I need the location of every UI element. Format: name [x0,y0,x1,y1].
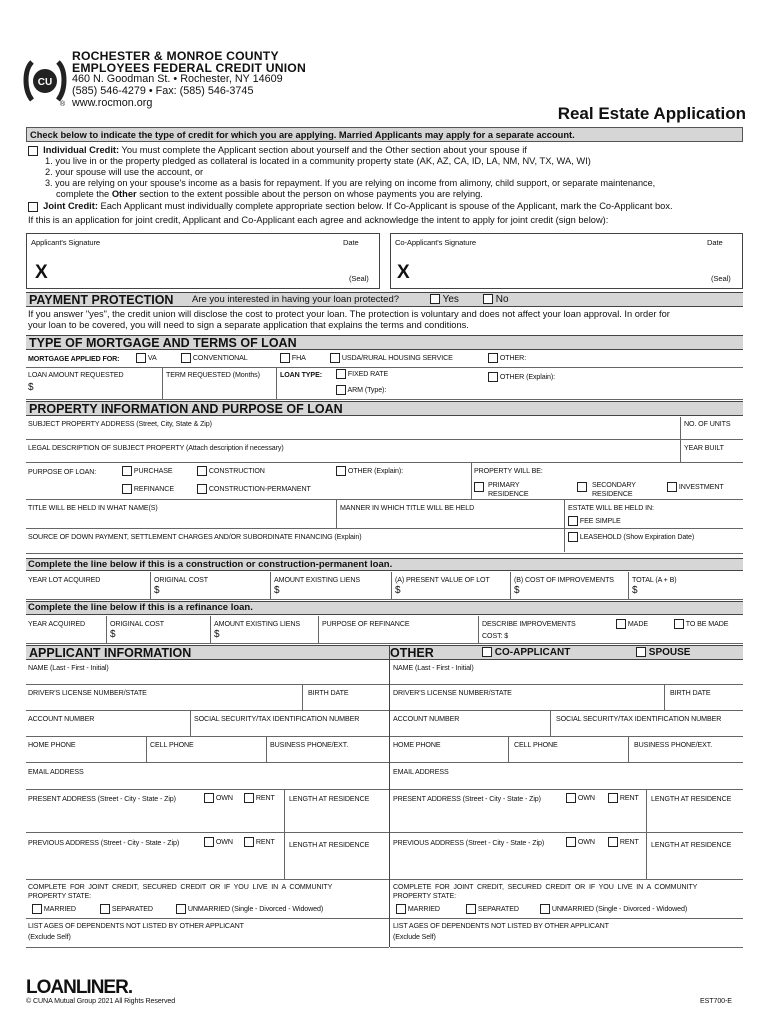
protection-no-label: No [495,294,509,305]
other-purpose-checkbox[interactable] [336,466,346,476]
purchase-label: PURCHASE [133,466,173,475]
org-name-line1: ROCHESTER & MONROE COUNTY [72,49,279,63]
protection-text-1: If you answer "yes", the credit union will disclose the cost to protect your loan. The protection is voluntary and does not affect your loan approval. In order for [28,309,670,319]
other-account-row[interactable] [390,711,743,737]
legal-description-label: LEGAL DESCRIPTION OF SUBJECT PROPERTY (Attach description if necessary) [28,444,284,452]
applicant-license-row[interactable] [26,685,389,711]
fixed-rate-label: FIXED RATE [347,369,389,378]
other-mortgage-checkbox[interactable] [488,353,498,363]
construction-existing-liens-dollar: $ [274,585,280,596]
spouse-label: SPOUSE [648,647,691,658]
other-name-field[interactable] [390,661,743,685]
fha-checkbox[interactable] [280,353,290,363]
applicant-previous-address-row[interactable] [26,833,389,880]
coapplicant-date-label: Date [707,238,723,247]
other-exclude-self: (Exclude Self) [393,933,436,941]
other-joint-text-1: COMPLETE FOR JOINT CREDIT, SECURED CREDIT OR IF YOU LIVE IN A COMMUNITY [393,883,698,891]
usda-checkbox[interactable] [330,353,340,363]
applicant-previous-rent-checkbox[interactable] [244,837,254,847]
secondary-residence-label: RESIDENCE [592,490,633,498]
applicant-name-field[interactable] [26,661,389,685]
units-label: NO. OF UNITS [684,420,731,428]
construction-line-heading: Complete the line below if this is a construction or construction-permanent loan. [26,558,743,571]
other-dependents-field[interactable] [390,919,743,948]
purpose-refinance-label: PURPOSE OF REFINANCE [322,620,410,628]
source-row[interactable] [26,529,743,554]
applicant-present-length-label: LENGTH AT RESIDENCE [289,795,370,803]
protection-text-2: your loan to be covered, you will need to sign a separate application that explains the terms and conditions. [28,320,469,330]
improvements-cost-label: COST: $ [482,632,509,640]
refinance-label: REFINANCE [133,484,174,493]
applicant-birth-label: BIRTH DATE [308,689,349,697]
copyright-text: © CUNA Mutual Group 2021 All Rights Reserved [26,997,176,1005]
other-dependents-label: LIST AGES OF DEPENDENTS NOT LISTED BY OTHER APPLICANT [393,922,609,930]
applicant-separated-label: SEPARATED [111,904,153,913]
term-requested-label: TERM REQUESTED (Months) [166,371,260,379]
condition-item-2: 2. your spouse will use the account, or [45,167,204,177]
other-cell-phone-label: CELL PHONE [514,741,558,749]
present-value-lot-dollar: $ [395,585,401,596]
coapplicant-x-mark: X [397,262,410,283]
individual-credit-checkbox[interactable] [28,146,38,156]
other-present-address-label: PRESENT ADDRESS (Street - City - State - Zip) [393,795,541,803]
applicant-license-label: DRIVER'S LICENSE NUMBER/STATE [28,689,147,697]
applicant-unmarried-checkbox[interactable] [176,904,186,914]
secondary-residence-checkbox[interactable] [577,482,587,492]
applicant-present-own-label: OWN [215,793,233,802]
applicant-dependents-field[interactable] [26,919,389,948]
total-dollar: $ [632,585,638,596]
applicant-present-rent-checkbox[interactable] [244,793,254,803]
property-address-label: SUBJECT PROPERTY ADDRESS (Street, City, State & Zip) [28,420,212,428]
applicant-present-address-row[interactable] [26,790,389,833]
other-previous-rent-checkbox[interactable] [608,837,618,847]
arm-label: ARM (Type): [347,385,387,394]
other-business-phone-label: BUSINESS PHONE/EXT. [634,741,713,749]
applicant-bar [26,645,743,660]
refinance-existing-liens-label: AMOUNT EXISTING LIENS [214,620,301,628]
other-license-row[interactable] [390,685,743,711]
other-joint-text-2: PROPERTY STATE: [393,892,457,900]
leasehold-label: LEASEHOLD (Show Expiration Date) [579,532,695,541]
total-label: TOTAL (A + B) [632,576,677,584]
condition-item-1: 1. you live in or the property pledged as collateral is located in a community property state (AK, AZ, CA, ID, LA, NM, NV, TX, WA, WI) [45,156,591,166]
refinance-line-heading: Complete the line below if this is a refinance loan. [26,601,743,615]
construction-existing-liens-label: AMOUNT EXISTING LIENS [274,576,361,584]
other-home-phone-label: HOME PHONE [393,741,441,749]
other-previous-own-checkbox[interactable] [566,837,576,847]
co-applicant-checkbox[interactable] [482,647,492,657]
applicant-previous-length-label: LENGTH AT RESIDENCE [289,841,370,849]
other-loan-type-label: OTHER (Explain): [499,372,556,381]
protection-question: Are you interested in having your loan protected? [192,294,400,305]
co-applicant-label: CO-APPLICANT [494,647,571,658]
other-birth-label: BIRTH DATE [670,689,711,697]
coapplicant-seal: (Seal) [711,274,731,283]
describe-improvements-label: DESCRIBE IMPROVEMENTS [482,620,576,628]
other-unmarried-checkbox[interactable] [540,904,550,914]
construction-original-cost-label: ORIGINAL COST [154,576,209,584]
applicant-signature-label: Applicant's Signature [31,238,101,247]
primary-residence-checkbox[interactable] [474,482,484,492]
joint-credit-label: Joint Credit: [43,201,98,211]
loanliner-logo: LOANLINER. [26,977,133,998]
other-email-label: EMAIL ADDRESS [393,768,449,776]
other-account-label: ACCOUNT NUMBER [393,715,460,723]
other-ssn-label: SOCIAL SECURITY/TAX IDENTIFICATION NUMBER [556,715,722,723]
construction-original-cost-dollar: $ [154,585,160,596]
improvements-to-be-made-checkbox[interactable] [674,619,684,629]
document-title: Real Estate Application [557,104,746,123]
arm-checkbox[interactable] [336,385,346,395]
applicant-previous-rent-label: RENT [255,837,275,846]
other-previous-length-label: LENGTH AT RESIDENCE [651,841,732,849]
purchase-checkbox[interactable] [122,466,132,476]
applicant-date-label: Date [343,238,359,247]
cost-improvements-label: (B) COST OF IMPROVEMENTS [514,576,614,584]
loan-amount-label: LOAN AMOUNT REQUESTED [28,371,124,379]
title-names-label: TITLE WILL BE HELD IN WHAT NAME(S) [28,504,158,512]
purpose-row [26,463,743,500]
investment-checkbox[interactable] [667,482,677,492]
applicant-previous-address-label: PREVIOUS ADDRESS (Street - City - State - Zip) [28,839,180,847]
coapplicant-signature-label: Co-Applicant's Signature [395,238,476,247]
applicant-previous-own-checkbox[interactable] [204,837,214,847]
applicant-account-label: ACCOUNT NUMBER [28,715,95,723]
loan-terms-row [26,368,743,400]
applicant-heading: APPLICANT INFORMATION [29,646,192,660]
applicant-email-field[interactable] [26,763,389,790]
usda-label: USDA/RURAL HOUSING SERVICE [341,353,453,362]
construction-permanent-checkbox[interactable] [197,484,207,494]
property-address-row[interactable] [26,417,743,440]
applicant-ssn-label: SOCIAL SECURITY/TAX IDENTIFICATION NUMBER [194,715,360,723]
mortgage-applied-for-label: MORTGAGE APPLIED FOR: [28,355,120,363]
other-present-address-row[interactable] [390,790,743,833]
applicant-account-row[interactable] [26,711,389,737]
improvements-made-checkbox[interactable] [616,619,626,629]
coapplicant-signature-box[interactable] [390,233,743,289]
construction-row[interactable] [26,572,743,600]
construction-permanent-label: CONSTRUCTION-PERMANENT [208,484,311,493]
other-present-own-checkbox[interactable] [566,793,576,803]
conventional-label: CONVENTIONAL [192,353,248,362]
applicant-exclude-self: (Exclude Self) [28,933,71,941]
applicant-marital-row [26,880,389,919]
improvements-to-be-made-label: TO BE MADE [685,619,729,628]
applicant-seal: (Seal) [349,274,369,283]
applicant-married-checkbox[interactable] [32,904,42,914]
credit-type-heading: Check below to indicate the type of credit for which you are applying. Married Applicants may apply for a separate account. [26,127,743,142]
estate-label: ESTATE WILL BE HELD IN: [568,504,654,512]
individual-credit-text: You must complete the Applicant section about yourself and the Other section about your spouse if [121,145,527,155]
applicant-present-own-checkbox[interactable] [204,793,214,803]
applicant-present-rent-label: RENT [255,793,275,802]
other-unmarried-label: UNMARRIED (Single - Divorced - Widowed) [551,904,688,913]
refinance-row[interactable] [26,616,743,644]
applicant-name-label: NAME (Last - First - Initial) [28,664,109,672]
mortgage-heading: TYPE OF MORTGAGE AND TERMS OF LOAN [26,335,743,350]
other-license-label: DRIVER'S LICENSE NUMBER/STATE [393,689,512,697]
other-previous-rent-label: RENT [619,837,639,846]
primary-label: PRIMARY [488,481,520,489]
applicant-home-phone-label: HOME PHONE [28,741,76,749]
other-present-rent-checkbox[interactable] [608,793,618,803]
year-acquired-label: YEAR ACQUIRED [28,620,86,628]
applicant-unmarried-label: UNMARRIED (Single - Divorced - Widowed) [187,904,324,913]
other-present-length-label: LENGTH AT RESIDENCE [651,795,732,803]
year-built-label: YEAR BUILT [684,444,724,452]
protection-yes-checkbox[interactable] [430,294,440,304]
fixed-rate-checkbox[interactable] [336,369,346,379]
org-name-line2: EMPLOYEES FEDERAL CREDIT UNION [72,61,306,75]
cost-improvements-dollar: $ [514,585,520,596]
other-purpose-label: OTHER (Explain): [347,466,404,475]
joint-credit-checkbox[interactable] [28,202,38,212]
other-heading: OTHER [390,646,434,660]
applicant-separated-checkbox[interactable] [100,904,110,914]
applicant-x-mark: X [35,262,48,283]
purpose-label: PURPOSE OF LOAN: [28,468,97,476]
present-value-lot-label: (A) PRESENT VALUE OF LOT [395,576,490,584]
construction-label: CONSTRUCTION [208,466,265,475]
applicant-present-address-label: PRESENT ADDRESS (Street - City - State - Zip) [28,795,176,803]
applicant-business-phone-label: BUSINESS PHONE/EXT. [270,741,349,749]
conventional-checkbox[interactable] [181,353,191,363]
protection-yes-label: Yes [442,294,459,305]
protection-no-checkbox[interactable] [483,294,493,304]
other-married-checkbox[interactable] [396,904,406,914]
other-previous-address-label: PREVIOUS ADDRESS (Street - City - State - Zip) [393,839,545,847]
org-website: www.rocmon.org [72,97,153,109]
va-checkbox[interactable] [136,353,146,363]
secondary-label: SECONDARY [592,481,636,489]
condition-item-3b-bold: Other [111,189,137,199]
property-will-be-label: PROPERTY WILL BE: [474,467,543,475]
condition-item-3b-post: section to the extent possible about the person on whose payments you are relying. [136,189,483,199]
applicant-phone-row[interactable] [26,737,389,763]
other-present-own-label: OWN [577,793,595,802]
mortgage-applied-row [26,351,743,368]
joint-credit-text: Each Applicant must individually complete appropriate section below. If Co-Applicant is spouse of the Applicant, mark the Co-Applicant box. [100,201,673,211]
refinance-original-cost-dollar: $ [110,629,116,640]
property-heading: PROPERTY INFORMATION AND PURPOSE OF LOAN [26,401,743,416]
refinance-existing-liens-dollar: $ [214,629,220,640]
primary-residence-label: RESIDENCE [488,490,529,498]
leasehold-checkbox[interactable] [568,532,578,542]
fee-simple-checkbox[interactable] [568,516,578,526]
va-label: VA [147,353,157,362]
spouse-checkbox[interactable] [636,647,646,657]
other-separated-label: SEPARATED [477,904,519,913]
other-separated-checkbox[interactable] [466,904,476,914]
applicant-signature-box[interactable] [26,233,380,289]
other-email-field[interactable] [390,763,743,790]
condition-item-3: 3. you are relying on your spouse's income as a basis for repayment. If you are relying on income from alimony, child support, or separate maintenance, [45,178,656,188]
org-phone: (585) 546-4279 • Fax: (585) 546-3745 [72,85,254,97]
applicant-dependents-label: LIST AGES OF DEPENDENTS NOT LISTED BY OTHER APPLICANT [28,922,244,930]
other-previous-own-label: OWN [577,837,595,846]
other-marital-row [390,880,743,919]
loan-amount-dollar: $ [28,382,34,393]
other-phone-row[interactable] [390,737,743,763]
applicant-email-label: EMAIL ADDRESS [28,768,84,776]
applicant-previous-own-label: OWN [215,837,233,846]
other-married-label: MARRIED [407,904,440,913]
condition-item-3b-pre: complete the [56,189,112,199]
other-loan-type-checkbox[interactable] [488,372,498,382]
payment-protection-bar [26,292,743,307]
logo-text: CU [37,77,53,88]
individual-credit-label: Individual Credit: [43,145,120,155]
payment-protection-heading: PAYMENT PROTECTION [29,293,174,307]
applicant-married-label: MARRIED [43,904,76,913]
applicant-joint-text-2: PROPERTY STATE: [28,892,92,900]
refinance-original-cost-label: ORIGINAL COST [110,620,165,628]
manner-title-label: MANNER IN WHICH TITLE WILL BE HELD [340,504,475,512]
fee-simple-label: FEE SIMPLE [579,516,621,525]
org-address: 460 N. Goodman St. • Rochester, NY 14609 [72,73,283,85]
fha-label: FHA [291,353,306,362]
applicant-joint-text-1: COMPLETE FOR JOINT CREDIT, SECURED CREDIT OR IF YOU LIVE IN A COMMUNITY [28,883,333,891]
other-present-rent-label: RENT [619,793,639,802]
refinance-checkbox[interactable] [122,484,132,494]
other-previous-address-row[interactable] [390,833,743,880]
source-down-payment-label: SOURCE OF DOWN PAYMENT, SETTLEMENT CHARGES AND/OR SUBORDINATE FINANCING (Explain) [28,533,362,541]
applicant-cell-phone-label: CELL PHONE [150,741,194,749]
loan-type-label: LOAN TYPE: [280,371,322,379]
year-lot-acquired-label: YEAR LOT ACQUIRED [28,576,101,584]
legal-description-row[interactable] [26,440,743,463]
other-mortgage-label: OTHER: [499,353,527,362]
construction-checkbox[interactable] [197,466,207,476]
other-name-label: NAME (Last - First - Initial) [393,664,474,672]
title-row[interactable] [26,500,743,529]
joint-sign-instruction: If this is an application for joint credit, Applicant and Co-Applicant each agree and acknowledge the intent to apply for joint credit (sign below): [28,215,609,225]
form-code: EST700-E [700,997,732,1005]
registered-mark: ® [60,101,66,108]
improvements-made-label: MADE [627,619,648,628]
investment-label: INVESTMENT [678,482,724,491]
